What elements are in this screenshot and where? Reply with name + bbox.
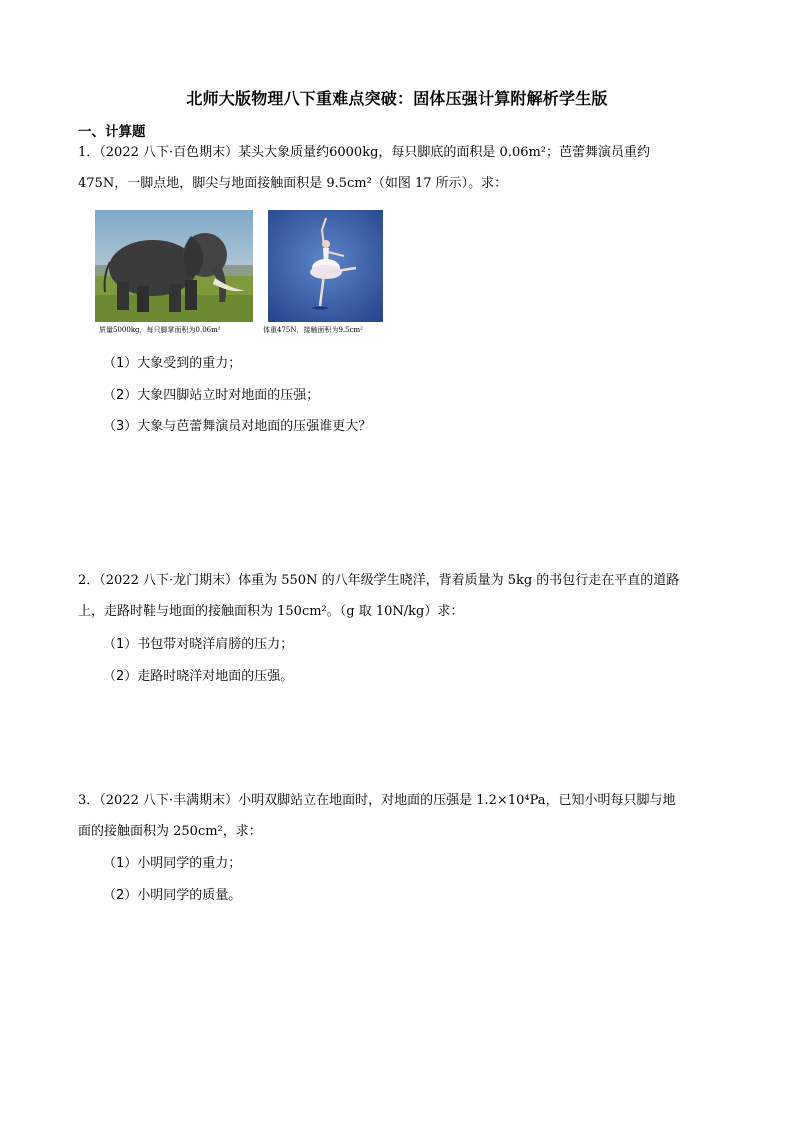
question-3-part-1: （1）小明同学的重力； — [103, 856, 242, 871]
question-3-line-2: 面的接触面积为 250cm²，求： — [78, 824, 262, 839]
question-1-line-1: 1．（2022 八下·百色期末）某头大象质量约6000kg，每只脚底的面积是 0.06m²；芭蕾舞演员重约 — [78, 145, 651, 160]
question-3 — [78, 785, 718, 847]
elephant-caption: 质量5000kg，每只脚掌面积为0.06m² — [99, 326, 221, 334]
question-2-part-1: （1）书包带对晓洋肩膀的压力； — [103, 637, 294, 652]
question-3-line-1: 3．（2022 八下·丰满期末）小明双脚站立在地面时，对地面的压强是 1.2×10⁴Pa，已知小明每只脚与地 — [78, 793, 676, 808]
question-2 — [78, 565, 718, 627]
document-title: 北师大版物理八下重难点突破：固体压强计算附解析学生版 — [186, 89, 608, 108]
question-1-part-1: （1）大象受到的重力； — [103, 356, 242, 371]
ballerina-caption: 体重475N，接触面积为9.5cm² — [263, 326, 363, 334]
question-3-part-2: （2）小明同学的质量。 — [103, 888, 242, 903]
ballerina-photo — [268, 210, 383, 322]
elephant-photo — [95, 210, 253, 322]
question-1-part-2: （2）大象四脚站立时对地面的压强； — [103, 388, 320, 403]
section-heading: 一、计算题 — [78, 124, 146, 140]
question-1-line-2: 475N，一脚点地，脚尖与地面接触面积是 9.5cm²（如图 17 所示）。求： — [78, 176, 508, 191]
question-2-line-1: 2．（2022 八下·龙门期末）体重为 550N 的八年级学生晓洋，背着质量为 5kg 的书包行走在平直的道路 — [78, 573, 680, 588]
question-1 — [78, 137, 718, 199]
question-2-line-2: 上，走路时鞋与地面的接触面积为 150cm²。（g 取 10N/kg）求： — [78, 604, 464, 619]
question-1-part-3: （3）大象与芭蕾舞演员对地面的压强谁更大？ — [103, 419, 372, 434]
question-2-part-2: （2）走路时晓洋对地面的压强。 — [103, 669, 294, 684]
